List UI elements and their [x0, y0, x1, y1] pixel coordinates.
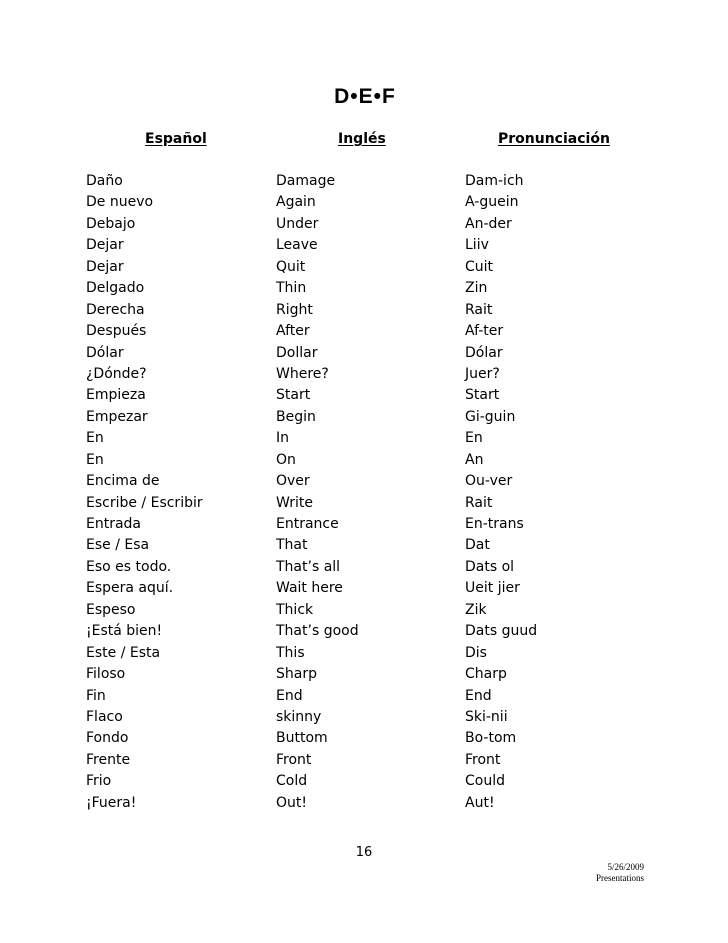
word-ingles: Wait here	[276, 580, 343, 597]
word-pronunciacion: Start	[465, 387, 500, 404]
table-row	[0, 793, 728, 814]
word-pronunciacion: Dis	[465, 644, 487, 661]
table-row	[0, 664, 728, 685]
word-pronunciacion: Dam-ich	[465, 173, 524, 189]
word-espanol: Delgado	[86, 280, 145, 297]
word-espanol: Dejar	[86, 237, 124, 254]
word-pronunciacion: Front	[465, 751, 501, 768]
word-ingles: Over	[276, 473, 310, 490]
word-espanol: Fondo	[86, 730, 129, 747]
word-ingles: On	[276, 451, 296, 468]
word-ingles: That’s good	[276, 623, 359, 640]
word-ingles: Cold	[276, 773, 308, 790]
table-row	[0, 192, 728, 213]
word-pronunciacion: Liiv	[465, 237, 489, 254]
word-pronunciacion: Gi-guin	[465, 408, 516, 425]
word-espanol: Derecha	[86, 301, 145, 318]
table-row	[0, 450, 728, 471]
table-row	[0, 578, 728, 599]
word-espanol: Frio	[86, 773, 112, 790]
word-pronunciacion: Bo-tom	[465, 730, 517, 747]
footer-date: 5/26/2009	[607, 862, 644, 872]
word-ingles: Sharp	[276, 666, 317, 683]
word-ingles: Dollar	[276, 344, 318, 361]
word-pronunciacion: A-guein	[465, 194, 519, 211]
word-pronunciacion: Ueit jier	[465, 580, 520, 597]
page-title: D•E•F	[334, 85, 396, 108]
footer	[596, 862, 644, 884]
table-row	[0, 407, 728, 428]
word-espanol: Debajo	[86, 215, 136, 232]
table-row	[0, 535, 728, 556]
word-ingles: In	[276, 430, 290, 447]
word-ingles: Entrance	[276, 516, 339, 532]
word-pronunciacion: Ou-ver	[465, 473, 513, 490]
table-row	[0, 343, 728, 364]
footer-label: Presentations	[596, 873, 644, 883]
word-espanol: Empezar	[86, 408, 148, 425]
word-espanol: ¿Dónde?	[86, 365, 147, 382]
table-row	[0, 171, 728, 192]
word-pronunciacion: Zik	[465, 601, 487, 618]
word-pronunciacion: An-der	[465, 215, 512, 232]
word-ingles: After	[276, 323, 310, 340]
table-row	[0, 214, 728, 235]
word-espanol: Daño	[86, 173, 123, 189]
word-espanol: Espeso	[86, 601, 136, 618]
word-ingles: Begin	[276, 408, 316, 425]
table-row	[0, 600, 728, 621]
page-number: 16	[355, 845, 373, 860]
word-pronunciacion: Af-ter	[465, 323, 504, 340]
word-ingles: Start	[276, 387, 311, 404]
word-ingles: Under	[276, 215, 319, 232]
word-ingles: Where?	[276, 365, 329, 382]
word-ingles: Buttom	[276, 730, 328, 747]
word-pronunciacion: Zin	[465, 280, 488, 297]
word-pronunciacion: Dat	[465, 537, 490, 554]
word-ingles: Front	[276, 751, 312, 768]
word-pronunciacion: Cuit	[465, 258, 494, 275]
word-espanol: Frente	[86, 751, 131, 768]
word-ingles: skinny	[276, 708, 322, 725]
word-ingles: Leave	[276, 237, 318, 254]
word-espanol: Eso es todo.	[86, 558, 172, 575]
word-pronunciacion: Juer?	[465, 365, 500, 382]
table-row	[0, 471, 728, 492]
table-row	[0, 728, 728, 749]
word-ingles: This	[276, 644, 305, 661]
word-espanol: De nuevo	[86, 194, 154, 211]
word-ingles: Again	[276, 194, 316, 211]
table-row	[0, 493, 728, 514]
table-row	[0, 300, 728, 321]
column-header-espanol: Español	[145, 131, 207, 147]
table-row	[0, 621, 728, 642]
table-row	[0, 428, 728, 449]
word-pronunciacion: Charp	[465, 666, 507, 683]
word-ingles: Out!	[276, 794, 307, 811]
word-ingles: Thin	[276, 280, 307, 297]
table-row	[0, 235, 728, 256]
word-espanol: Flaco	[86, 708, 123, 725]
word-espanol: En	[86, 451, 104, 468]
word-espanol: Encima de	[86, 473, 160, 490]
word-pronunciacion: Dólar	[465, 344, 503, 361]
word-ingles: End	[276, 687, 303, 704]
word-pronunciacion: En	[465, 430, 483, 447]
word-espanol: Dejar	[86, 258, 124, 275]
word-espanol: Escribe / Escribir	[86, 494, 203, 511]
table-row	[0, 643, 728, 664]
table-row	[0, 385, 728, 406]
table-row	[0, 750, 728, 771]
word-pronunciacion: Aut!	[465, 794, 495, 811]
word-pronunciacion: Rait	[465, 301, 493, 318]
word-ingles: Thick	[276, 601, 314, 618]
word-espanol: Este / Esta	[86, 644, 161, 661]
word-pronunciacion: Ski-nii	[465, 708, 508, 725]
word-espanol: En	[86, 430, 104, 447]
column-header-ingles: Inglés	[338, 131, 386, 147]
word-pronunciacion: Dats ol	[465, 558, 515, 575]
word-pronunciacion: En-trans	[465, 516, 524, 532]
vocabulary-table	[0, 171, 728, 814]
table-row	[0, 686, 728, 707]
word-ingles: That	[276, 537, 308, 554]
word-pronunciacion: An	[465, 451, 484, 468]
word-pronunciacion: Rait	[465, 494, 493, 511]
word-espanol: ¡Fuera!	[86, 794, 137, 811]
word-espanol: Después	[86, 323, 147, 340]
table-row	[0, 771, 728, 792]
word-espanol: ¡Está bien!	[86, 623, 163, 640]
table-row	[0, 364, 728, 385]
word-ingles: That’s all	[276, 558, 341, 575]
word-pronunciacion: Could	[465, 773, 505, 790]
column-header-pronunciacion: Pronunciación	[498, 131, 610, 147]
word-espanol: Ese / Esa	[86, 537, 150, 554]
table-row	[0, 514, 728, 535]
table-row	[0, 257, 728, 278]
word-espanol: Espera aquí.	[86, 580, 174, 597]
table-row	[0, 321, 728, 342]
word-espanol: Dólar	[86, 344, 124, 361]
word-ingles: Damage	[276, 173, 336, 189]
word-ingles: Quit	[276, 258, 306, 275]
word-ingles: Write	[276, 494, 313, 511]
table-row	[0, 278, 728, 299]
word-espanol: Filoso	[86, 666, 126, 683]
word-espanol: Entrada	[86, 516, 142, 532]
table-row	[0, 707, 728, 728]
word-espanol: Empieza	[86, 387, 146, 404]
table-row	[0, 557, 728, 578]
word-pronunciacion: Dats guud	[465, 623, 538, 640]
word-espanol: Fin	[86, 687, 106, 704]
word-pronunciacion: End	[465, 687, 492, 704]
word-ingles: Right	[276, 301, 313, 318]
